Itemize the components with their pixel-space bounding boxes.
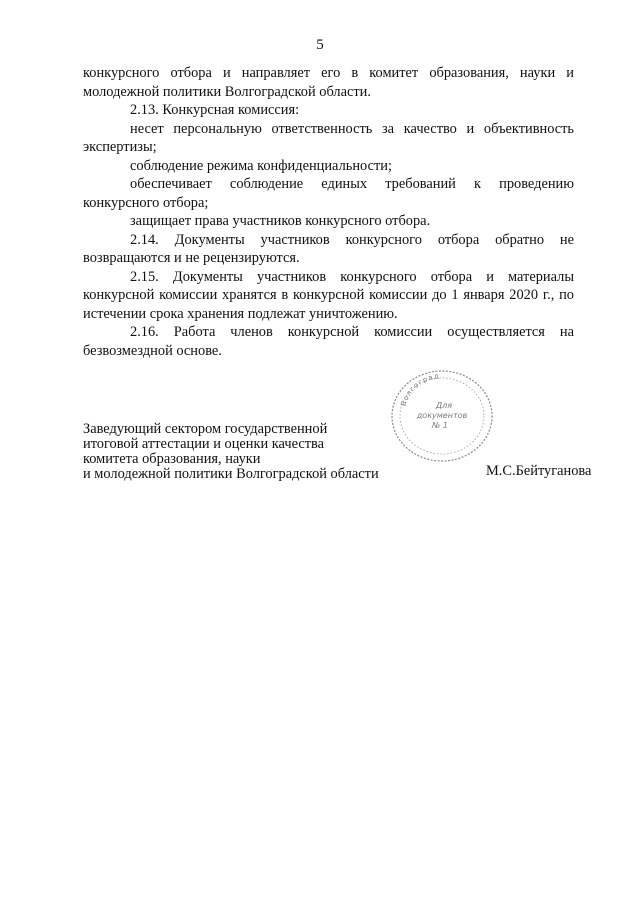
signature-position-line: и молодежной политики Волгоградской области bbox=[83, 466, 379, 482]
seal-text-line: документов bbox=[416, 411, 468, 420]
paragraph: конкурсного отбора и направляет его в комитет образования, науки и молодежной политики Волгоградской области. bbox=[83, 65, 574, 100]
signature-position-block bbox=[83, 422, 379, 482]
paragraph: соблюдение режима конфиденциальности; bbox=[130, 157, 392, 174]
paragraph: 2.13. Конкурсная комиссия: bbox=[130, 102, 300, 118]
seal-text-line: № 1 bbox=[432, 421, 448, 430]
document-body bbox=[83, 64, 574, 360]
paragraph: защищает права участников конкурсного отбора. bbox=[130, 213, 431, 229]
svg-text:Волгоград bbox=[399, 372, 440, 407]
paragraph: 2.16. Работа членов конкурсной комиссии осуществляется на безвозмездной основе. bbox=[83, 324, 574, 359]
paragraph: 2.14. Документы участников конкурсного отбора обратно не возвращаются и не рецензируются. bbox=[83, 231, 574, 266]
paragraph: несет персональную ответственность за качество и объективность экспертизы; bbox=[83, 120, 574, 155]
paragraph: обеспечивает соблюдение единых требований к проведению конкурсного отбора; bbox=[83, 176, 574, 211]
signature-position-line: итоговой аттестации и оценки качества bbox=[83, 436, 325, 452]
official-seal-stamp bbox=[384, 366, 500, 466]
page-number: 5 bbox=[316, 37, 324, 53]
signer-name: М.С.Бейтуганова bbox=[486, 463, 592, 479]
paragraph: 2.15. Документы участников конкурсного отбора и материалы конкурсной комиссии хранятся в конкурсной комиссии до 1 января 2020 г., по истечении срока хранения подлежат уничтожению. bbox=[83, 268, 574, 322]
seal-icon bbox=[384, 366, 500, 466]
signature-position-line: комитета образования, науки bbox=[83, 451, 261, 467]
seal-ring-text: Волгоград bbox=[399, 372, 441, 408]
signature-position-line: Заведующий сектором государственной bbox=[83, 421, 328, 437]
seal-text-line: Для bbox=[435, 401, 453, 410]
